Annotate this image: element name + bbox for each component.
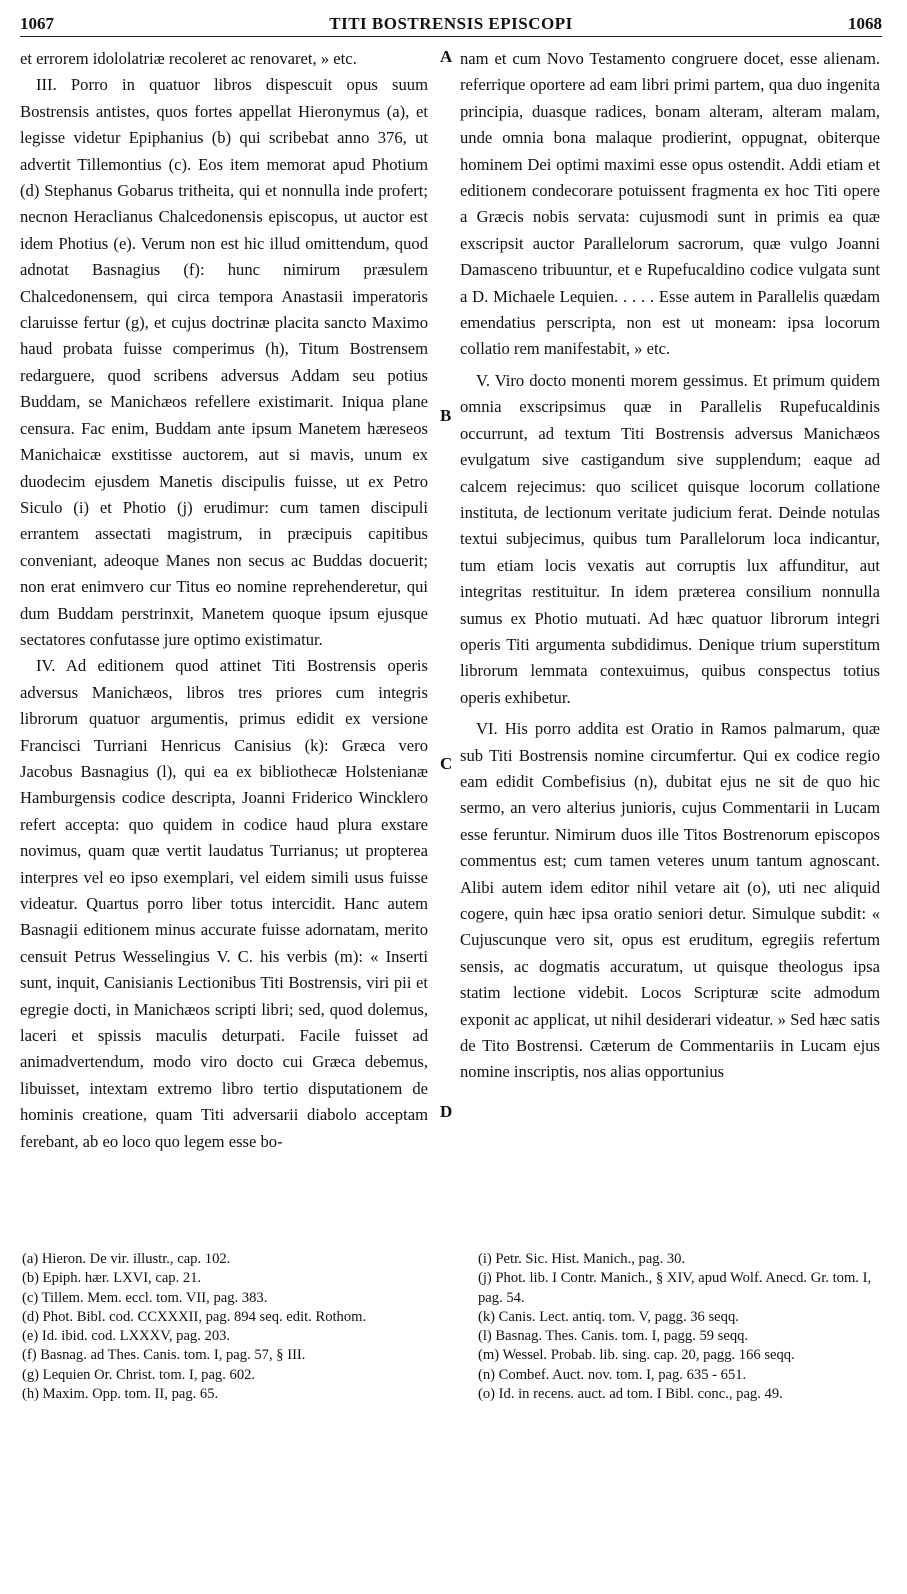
footnote-g: (g) Lequien Or. Christ. tom. I, pag. 602.: [22, 1366, 256, 1383]
right-continuation-text: nam et cum Novo Testamento congruere docet, esse alienam. referrique oportere ad eam libri primi partem, qua duo ingenita principia, duasque radices, bonam alteram, alteram malam, unde omnia bona malaque prodierint, oppugnat, obiterque hominem Dei optimi maximi esse opus ostendit. Addi etiam et editionem condecorare potuissent fragmenta ex hoc Titi opere a Græcis nobis servata: cujusmodi sunt in primis ea quæ exscripsit auctor Parallelorum sacrorum, quæ vulgo Joanni Damasceno tribuuntur, et e Rupefucaldino codice vulgata sunt a D. Michaele Lequien. . . . . Esse autem in Parallelis quædam emendatius perscripta, non est ut moneam: ipsa locorum collatio rem manifestabit, » etc.: [460, 49, 880, 359]
footnote-k: (k) Canis. Lect. antiq. tom. V, pagg. 36 seqq.: [478, 1308, 739, 1325]
section-vi-paragraph: VI. His porro addita est Oratio in Ramos palmarum, quæ sub Titi Bostrensis nomine circumfertur. Qui ex codice regio eam edidit Combefisius (n), dubitat ejus ne sit de quo hic sermo, an vero alterius junioris, cujus Commentarii in Lucam esse feruntur. Nimirum duos ille Titos Bostrenorum episcopos commentus est; cum tamen veteres unum tantum agnoscant. Alibi autem idem editor nihil vetare ait (o), uti nec aliquid cogere, quin hæc ipsa oratio seniori detur. Simulque subdit: « Cujuscunque vero sit, opus est eruditum, egregiis refertum sensis, ac dogmatis accuratum, ut quisque theologus ipsa statim lectione videbit. Locos Scripturæ scite admodum exponit ac applicat, ut nihil desiderari videatur. » Sed hæc satis de Tito Bostrensi. Cæterum de Commentariis in Lucam ejus nomine inscriptis, nos alias opportunius: [460, 719, 880, 1082]
footnote-h: (h) Maxim. Opp. tom. II, pag. 65.: [22, 1386, 219, 1403]
section-iii-paragraph: III. Porro in quatuor libros dispescuit opus suum Bostrensis antistes, quos fortes appellat Hieronymus (a), et legisse videtur Epiphanius (b) qui scribebat anno 376, ut advertit Tillemontius (c). Eos item memorat apud Photium (d) Stephanus Gobarus tritheita, qui et nonnulla inde profert; necnon Heraclianus Chalcedonensis episcopus, ut auctor est idem Photius (e). Verum non est hic illud omittendum, quod adnotat Basnagius (f): hunc nimirum præsulem Chalcedonensem, qui circa tempora Anastasii imperatoris claruisse fertur (g), et cujus doctrinæ placita sancto Maximo haud probata fuisse comperimus (h), Titum Bostrensem redarguere, quod scribens adversus Addam seu potius Buddam, se Manichæos refellere existimarit. Iniqua plane censura. Fac enim, Buddam ante ipsum Manetem hæreseos Manichaicæ exstitisse auctorem, aut si mavis, unum ex duodecim ejusdem Manetis discipulis fuisse, ut ex Petro Siculo (i) et Photio (j) erudimur: cum tamen discipuli errantem assectati magistrum, in præcipuis capitibus conveniant, adeoque Manes non secus ac Buddas docuerit; non erat enimvero cur Titus eo nomine reprehenderetur, qui dum Buddam perstrinxit, Manetem quoque ipsum ejusque sectatores confutasse jure optimo existimatur.: [20, 75, 428, 649]
footnote-l: (l) Basnag. Thes. Canis. tom. I, pagg. 59 seqq.: [478, 1328, 749, 1345]
footnote-j: (j) Phot. lib. I Contr. Manich., § XIV, apud Wolf. Anecd. Gr. tom. I, pag. 54.: [478, 1270, 872, 1306]
section-iv-paragraph: IV. Ad editionem quod attinet Titi Bostrensis operis adversus Manichæos, libros tres priores cum integris librorum quatuor argumentis, primus edidit ex versione Francisci Turriani Henricus Canisius (k): Græca vero Jacobus Basnagius (l), qui ea ex bibliothecæ Holstenianæ Hamburgensis codice descripta, Joanni Friderico Wincklero refert accepta: quo quidem in codice haud plura exstare novimus, quam quæ vertit laudatus Turrianus; ut propterea interpres vel eo ipso exemplari, vel eidem simili usus fuisse videatur. Quartus porro liber totus intercidit. Hanc autem Basnagii editionem minus accurate fuisse adornatam, merito censuit Petrus Wesselingius V. C. his verbis (m): « Inserti sunt, inquit, Canisianis Lectionibus Titi Bostrensis, viri pii et egregie docti, in Manichæos scripti libri; sed, quod dolemus, laceri et spissis maculis deturpati. Facile fuisset ad animadvertendum, modo viro docto cui Græca debemus, libuisset, intextam extremo libro tertio disputationem de hominis creatione, quam Titi adversarii diabolo acceptam ferebant, ab eo loco quo legem esse bo-: [20, 656, 428, 1151]
left-column: [20, 46, 428, 1206]
footnote-e: (e) Id. ibid. cod. LXXXV, pag. 203.: [22, 1328, 231, 1345]
running-title: TITI BOSTRENSIS EPISCOPI: [329, 14, 573, 33]
right-column: [460, 46, 880, 1206]
footnote-b: (b) Epiph. hær. LXVI, cap. 21.: [22, 1270, 202, 1287]
footnotes-right: [478, 1250, 882, 1590]
footnote-o: (o) Id. in recens. auct. ad tom. I Bibl. conc., pag. 49.: [478, 1386, 783, 1403]
left-continuation-text: et errorem idololatriæ recoleret ac renovaret, » etc.: [20, 49, 357, 68]
footnote-f: (f) Basnag. ad Thes. Canis. tom. I, pag. 57, § III.: [22, 1347, 306, 1364]
running-header: [20, 14, 882, 37]
margin-letter-b: B: [440, 406, 452, 425]
footnote-c: (c) Tillem. Mem. eccl. tom. VII, pag. 383.: [22, 1289, 268, 1306]
margin-letter-d: D: [440, 1102, 453, 1121]
page-number-left: 1067: [20, 14, 54, 33]
margin-letter-c: C: [440, 754, 453, 773]
footnote-n: (n) Combef. Auct. nov. tom. I, pag. 635 - 651.: [478, 1366, 747, 1383]
margin-letter-a: A: [440, 47, 453, 66]
footnote-a: (a) Hieron. De vir. illustr., cap. 102.: [22, 1251, 231, 1267]
footnote-i: (i) Petr. Sic. Hist. Manich., pag. 30.: [478, 1251, 686, 1267]
footnote-d: (d) Phot. Bibl. cod. CCXXXII, pag. 894 seq. edit. Rothom.: [22, 1308, 367, 1325]
footnotes-left: [22, 1250, 434, 1490]
section-v-paragraph: V. Viro docto monenti morem gessimus. Et primum quidem omnia exscripsimus quæ in Parallelis Rupefucaldinis occurrunt, ad textum Titi Bostrensis adversus Manichæos evulgatum sive castigandum sive supplendum; eaque ad calcem rejecimus: quo scilicet quisque locorum collatione instituta, de lectionum veritate judicium ferat. Deinde notulas textui subjecimus, quibus tum Parallelorum loca indicantur, tum etiam locis vexatis aut corruptis lux affunditur, aut integritas restituitur. In idem præterea consilium nonnulla sumus ex Photio mutuati. Ad hæc quatuor librorum integri operis Titi argumenta subdidimus. Denique trium superstitum librorum lemmata contexuimus, quibus conspectus totius operis exhibetur.: [460, 370, 880, 707]
page-number-right: 1068: [848, 14, 882, 33]
footnote-m: (m) Wessel. Probab. lib. sing. cap. 20, pagg. 166 seqq.: [478, 1347, 795, 1364]
